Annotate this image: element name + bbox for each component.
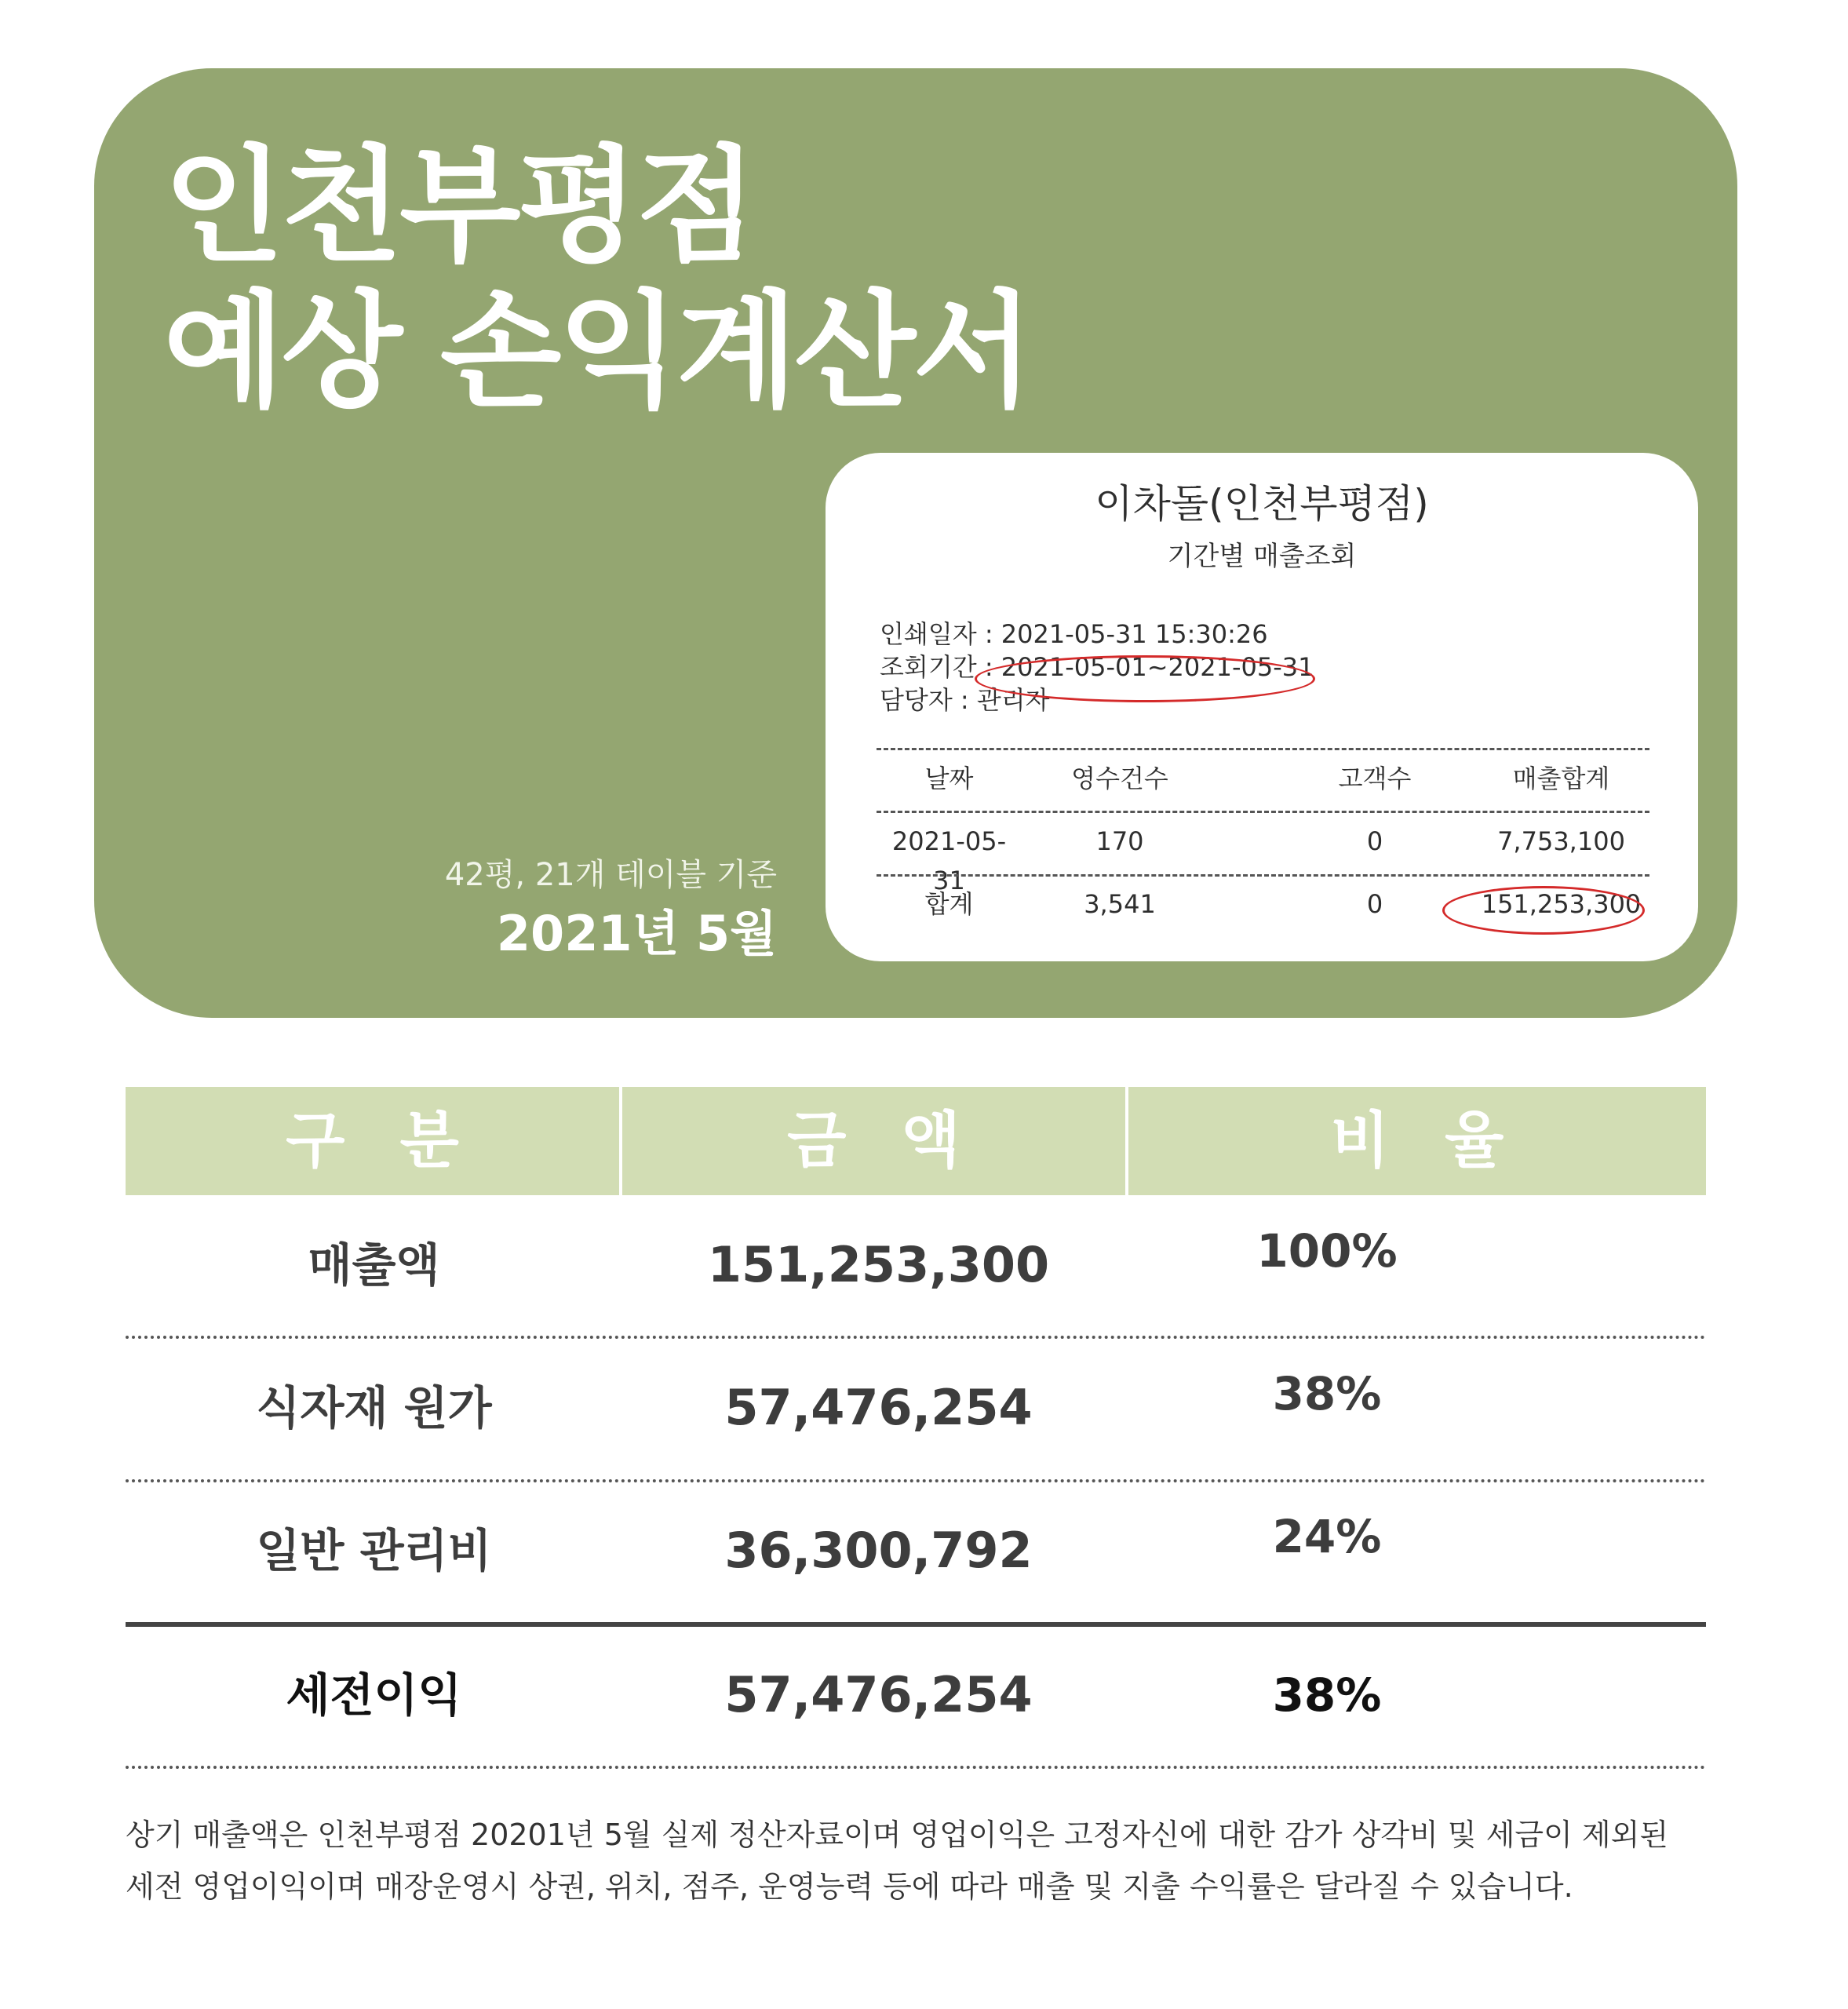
table-header — [126, 1087, 1706, 1195]
row-label: 식자재 원가 — [256, 1381, 492, 1435]
receipt-col-date: 날짜 — [924, 764, 974, 793]
receipt-title: 이차돌(인천부평점) — [1095, 481, 1429, 527]
receipt-subtitle: 기간별 매출조회 — [1167, 541, 1357, 572]
title-line-statement: 예상 손익계산서 — [163, 278, 1031, 425]
basis-text: 42평, 21개 테이블 기준 — [444, 857, 777, 893]
receipt-divider — [877, 748, 1649, 750]
receipt-cell: 합계 — [924, 889, 974, 919]
page-title — [163, 133, 1031, 424]
period-highlight-ellipse — [975, 655, 1315, 702]
receipt-divider — [877, 874, 1649, 877]
total-label: 세전이익 — [286, 1668, 462, 1722]
row-ratio: 24% — [1272, 1510, 1382, 1563]
header-category: 구분 — [126, 1087, 622, 1195]
total-ratio: 38% — [1272, 1668, 1382, 1722]
row-label: 일반 관리비 — [256, 1524, 492, 1577]
receipt-manager: 담당자 : 관리자 — [880, 685, 1050, 715]
receipt-cell: 3,541 — [1084, 889, 1156, 919]
receipt-cell: 0 — [1366, 826, 1383, 856]
basis-month: 2021년 5월 — [496, 905, 777, 962]
row-label: 매출액 — [308, 1238, 440, 1292]
receipt-cell: 7,753,100 — [1497, 826, 1625, 856]
total-divider — [126, 1622, 1706, 1627]
receipt-period: 조회기간 : 2021-05-01~2021-05-31 — [880, 652, 1314, 682]
row-ratio: 100% — [1256, 1224, 1398, 1278]
basis-info — [445, 855, 777, 965]
receipt-divider — [877, 811, 1649, 813]
title-line-store: 인천부평점 — [163, 133, 754, 279]
header-amount: 금액 — [622, 1087, 1128, 1195]
receipt-col-customers: 고객수 — [1338, 764, 1412, 793]
header-ratio: 비율 — [1330, 1106, 1559, 1176]
sales-receipt — [826, 453, 1698, 961]
receipt-data-row — [877, 822, 1649, 895]
row-ratio: 38% — [1272, 1367, 1382, 1420]
receipt-col-receipts: 영수건수 — [1071, 764, 1168, 793]
row-divider — [126, 1766, 1706, 1769]
total-amount: 57,476,254 — [724, 1666, 1033, 1723]
row-amount: 36,300,792 — [724, 1522, 1033, 1579]
row-amount: 151,253,300 — [707, 1236, 1050, 1293]
footnote — [126, 1809, 1719, 1912]
table-row — [126, 1218, 1706, 1312]
receipt-cell: 151,253,300 — [1481, 889, 1642, 919]
table-row — [126, 1504, 1706, 1598]
row-divider — [126, 1336, 1706, 1339]
table-row — [126, 1361, 1706, 1455]
receipt-cell: 2021-05-31 — [891, 826, 1007, 895]
footnote-line: 상기 매출액은 인천부평점 20201년 5월 실제 정산자료이며 영업이익은 고정자신에 대한 감가 상각비 및 세금이 제외된 — [126, 1818, 1669, 1852]
receipt-col-sales: 매출합계 — [1512, 764, 1610, 793]
receipt-cell: 170 — [1095, 826, 1144, 856]
total-highlight-ellipse — [1442, 886, 1645, 935]
row-amount: 57,476,254 — [724, 1379, 1033, 1436]
footnote-line: 세전 영업이익이며 매장운영시 상권, 위치, 점주, 운영능력 등에 따라 매출 및 지출 수익률은 달라질 수 있습니다. — [126, 1869, 1573, 1904]
row-divider — [126, 1479, 1706, 1482]
receipt-header-row — [877, 759, 1649, 798]
table-total-row — [126, 1648, 1706, 1742]
receipt-cell: 0 — [1366, 889, 1383, 919]
receipt-printed-at: 인쇄일자 : 2021-05-31 15:30:26 — [880, 619, 1268, 649]
